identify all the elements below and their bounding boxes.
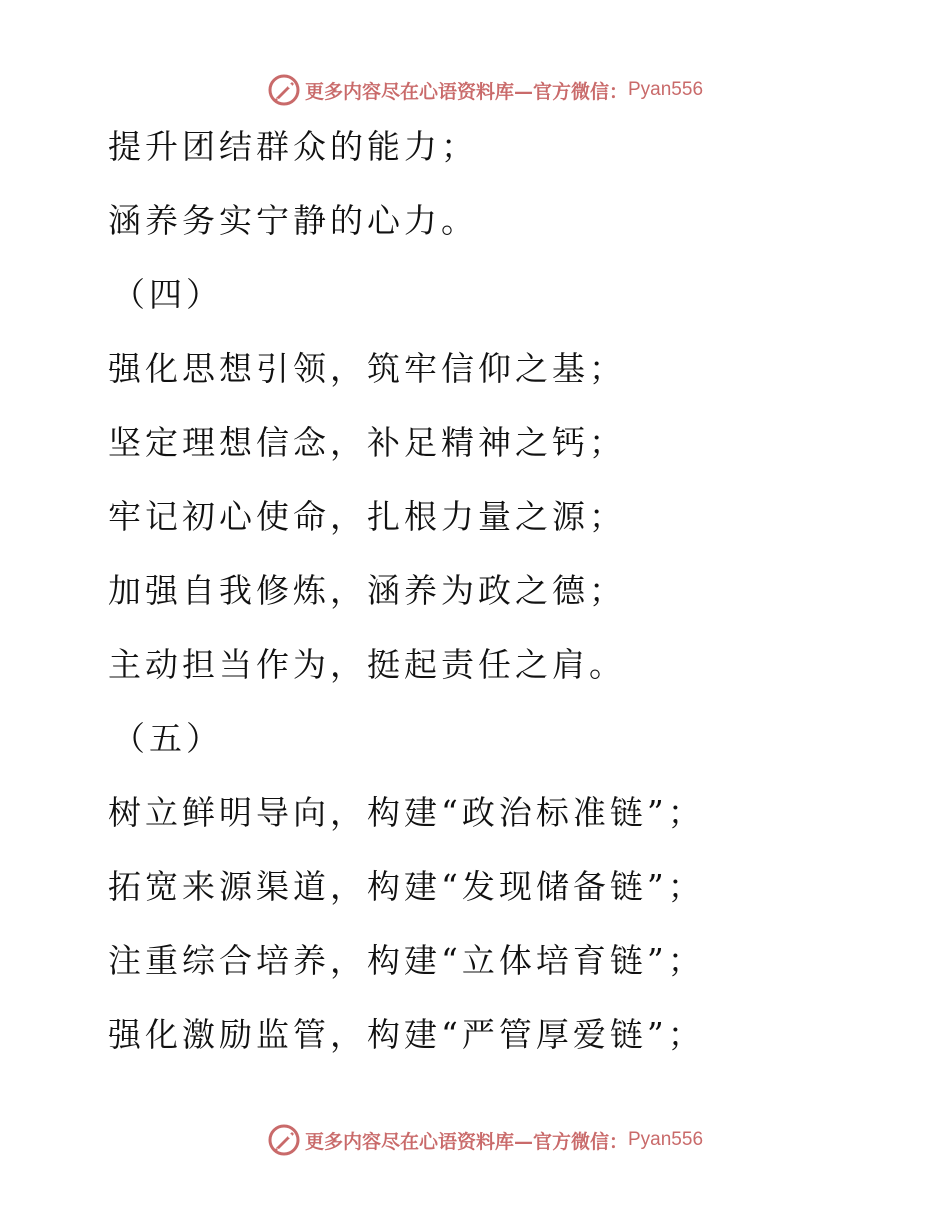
section-heading-four: （四）: [112, 275, 223, 314]
watermark-text: 更多内容尽在心语资料库—官方微信：: [304, 80, 628, 103]
watermark-wechat-id: Pyan556: [628, 1129, 704, 1150]
watermark-text: 更多内容尽在心语资料库—官方微信：: [304, 1130, 628, 1153]
text-line: 牢记初心使命，扎根力量之源；: [108, 497, 626, 536]
text-line: 加强自我修炼，涵养为政之德；: [108, 571, 626, 610]
footer-watermark: [0, 1120, 950, 1160]
text-line: 主动担当作为，挺起责任之肩。: [108, 645, 626, 684]
text-line: 拓宽来源渠道，构建“发现储备链”；: [108, 867, 705, 906]
quill-logo-icon: [267, 73, 301, 107]
footer-watermark-content: [267, 1123, 703, 1157]
text-line: 涵养务实宁静的心力。: [108, 201, 478, 240]
section-heading-five: （五）: [112, 719, 223, 758]
watermark-wechat-id: Pyan556: [628, 79, 704, 100]
text-line: 坚定理想信念，补足精神之钙；: [108, 423, 626, 462]
header-watermark-content: [267, 73, 703, 107]
text-line: 提升团结群众的能力；: [108, 127, 478, 166]
text-line: 注重综合培养，构建“立体培育链”；: [108, 941, 705, 980]
text-line: 强化思想引领，筑牢信仰之基；: [108, 349, 626, 388]
text-line: 树立鲜明导向，构建“政治标准链”；: [108, 793, 705, 832]
header-watermark: [0, 70, 950, 110]
text-line: 强化激励监管，构建“严管厚爱链”；: [108, 1015, 705, 1054]
quill-logo-icon: [267, 1123, 301, 1157]
